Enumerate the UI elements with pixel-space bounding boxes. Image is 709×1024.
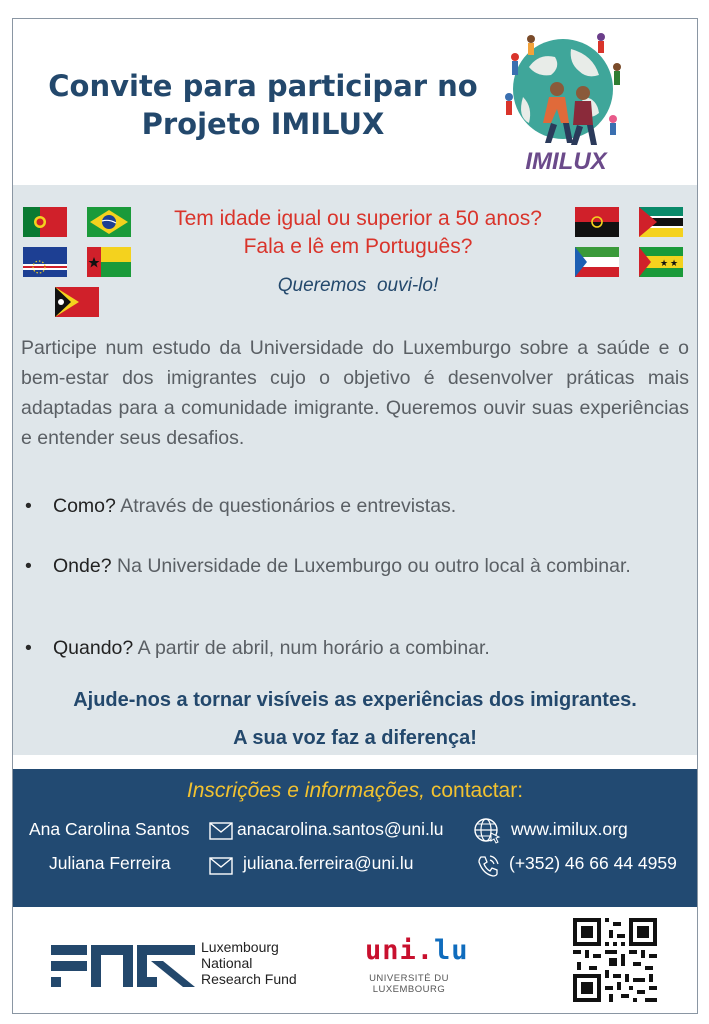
bullet-icon: • <box>25 495 32 517</box>
flyer <box>12 18 698 1014</box>
title-line-2: Projeto IMILUX <box>141 107 385 141</box>
eligibility-questions <box>153 205 563 261</box>
svg-text:★: ★ <box>670 259 679 269</box>
bullet-text: Através de questionários e entrevistas. <box>115 495 457 517</box>
question-language: Fala e lê em Português? <box>243 235 473 258</box>
header <box>13 19 697 185</box>
contact-heading <box>13 779 697 803</box>
mozambique-flag-icon <box>639 207 683 237</box>
imilux-logo <box>501 27 631 177</box>
mail-icon <box>209 822 233 840</box>
fnr-line: Luxembourg <box>201 939 279 955</box>
svg-text:★: ★ <box>660 259 669 269</box>
want-to-hear-you: Queremos ouvi-lo! <box>277 275 439 296</box>
uni-subtitle <box>363 973 455 995</box>
footer <box>13 907 697 1013</box>
intro-paragraph: Participe num estudo da Universidade do Luxemburgo sobre a saúde e o bem-estar dos imigrantes cujo o objetivo é desenvolver práticas mais adaptadas para a comunidade imigrante. Queremos ouvir suas experiências e entender seus desafios. <box>21 337 689 449</box>
bullet-lead: Como? <box>53 495 116 517</box>
contact-name-1: Ana Carolina Santos <box>29 819 190 839</box>
uni-lu-logo <box>365 935 469 966</box>
contact-heading-plain: contactar: <box>425 779 524 802</box>
bullet-icon: • <box>25 555 32 577</box>
svg-text:IMILUX: IMILUX <box>525 148 607 175</box>
portugal-flag-icon <box>23 207 67 237</box>
lu-logo-part: lu <box>434 935 469 966</box>
fnr-logo <box>51 945 195 987</box>
guinea-bissau-flag-icon <box>87 247 131 277</box>
globe-icon <box>473 817 501 845</box>
fnr-line: National <box>201 955 253 971</box>
east-timor-flag-icon <box>55 287 99 317</box>
bullet-text: A partir de abril, num horário a combinar. <box>133 637 490 659</box>
bullet-lead: Quando? <box>53 637 134 659</box>
contact-email-2[interactable]: juliana.ferreira@uni.lu <box>243 853 414 873</box>
contact-name-2: Juliana Ferreira <box>49 853 171 873</box>
bullet-icon: • <box>25 637 32 659</box>
phone-number[interactable]: (+352) 46 66 44 4959 <box>509 853 677 873</box>
mail-icon <box>209 857 233 875</box>
equatorial-guinea-flag-icon <box>575 247 619 277</box>
website-link[interactable]: www.imilux.org <box>511 819 628 839</box>
angola-flag-icon <box>575 207 619 237</box>
uni-sub-line: UNIVERSITÉ DU <box>369 973 449 984</box>
call-to-action-line-2: A sua voz faz a diferença! <box>233 727 477 749</box>
sao-tome-flag-icon <box>639 247 683 277</box>
contact-heading-italic: Inscrições e informações, <box>186 779 426 802</box>
contact-section <box>13 769 697 907</box>
phone-icon <box>475 853 501 879</box>
contact-email-1[interactable]: anacarolina.santos@uni.lu <box>237 819 444 839</box>
uni-sub-line: LUXEMBOURG <box>372 984 446 995</box>
question-age: Tem idade igual ou superior a 50 anos? <box>174 207 542 230</box>
title-line-1: Convite para participar no <box>48 69 478 103</box>
bullet-text: Na Universidade de Luxemburgo ou outro local à combinar. <box>111 555 631 577</box>
fnr-line: Research Fund <box>201 971 297 987</box>
fnr-name <box>201 939 297 987</box>
page-title <box>43 67 483 143</box>
call-to-action-line-1: Ajude-nos a tornar visíveis as experiências dos imigrantes. <box>73 689 637 711</box>
uni-logo-part: uni. <box>365 935 435 966</box>
bullet-lead: Onde? <box>53 555 112 577</box>
info-section <box>13 185 697 755</box>
brazil-flag-icon <box>87 207 131 237</box>
qr-code[interactable] <box>573 915 657 1005</box>
cape-verde-flag-icon <box>23 247 67 277</box>
